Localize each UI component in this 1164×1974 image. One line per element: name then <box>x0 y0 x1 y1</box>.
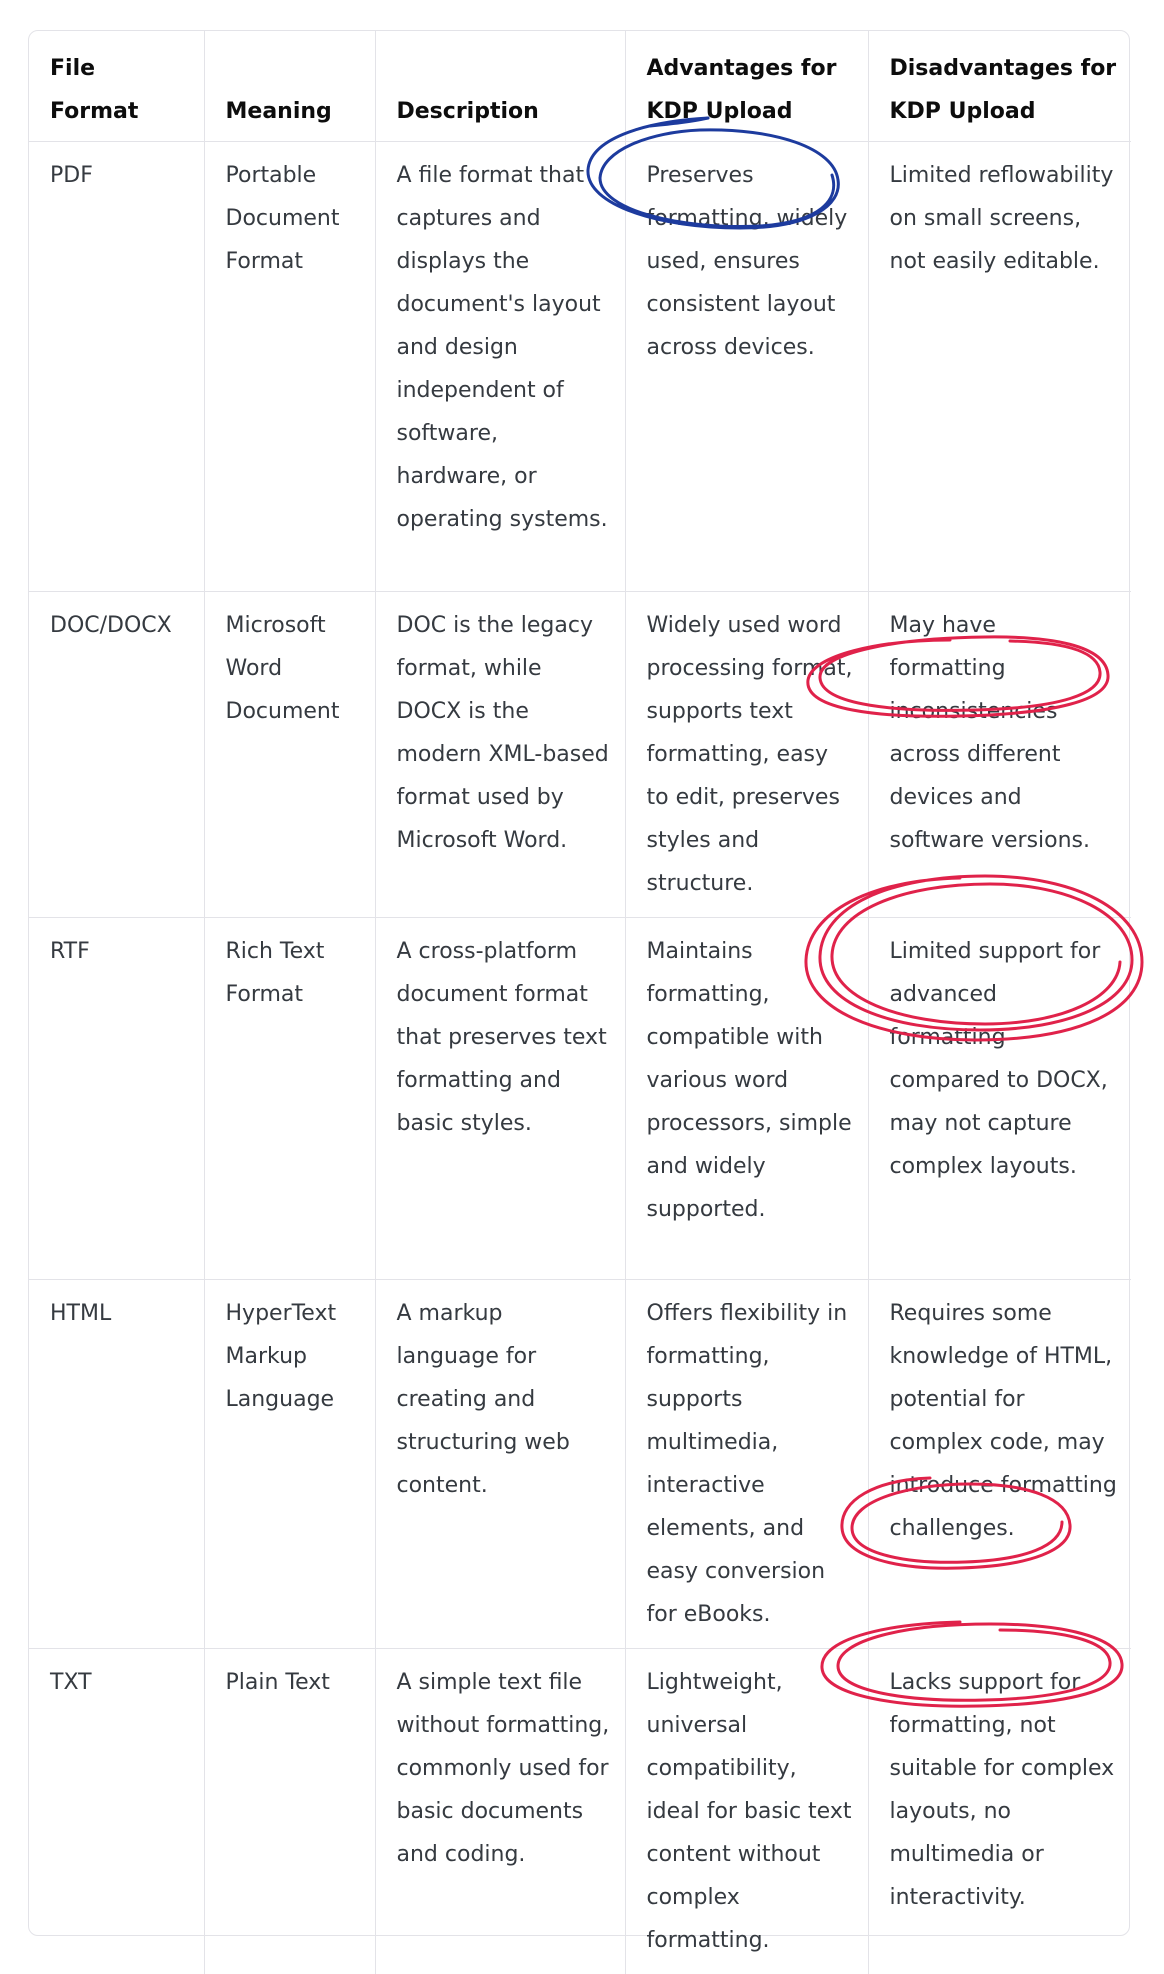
cell-disadvantages: Lacks support for formatting, not suitable for complex layouts, no multimedia or interactivity. <box>868 1649 1131 1974</box>
file-format-table <box>29 31 1131 1974</box>
cell-description: A cross-platform document format that preserves text formatting and basic styles. <box>375 918 625 1280</box>
cell-disadvantages: May have formatting inconsistencies across different devices and software versions. <box>868 592 1131 918</box>
cell-advantages: Offers flexibility in formatting, supports multimedia, interactive elements, and easy conversion for eBooks. <box>625 1280 868 1649</box>
cell-format: DOC/DOCX <box>29 592 204 918</box>
cell-meaning: Rich Text Format <box>204 918 375 1280</box>
cell-format: RTF <box>29 918 204 1280</box>
cell-description: A file format that captures and displays the document's layout and design independent of software, hardware, or operating systems. <box>375 142 625 592</box>
table-row-pdf <box>29 142 1131 592</box>
header-advantages: Advantages for KDP Upload <box>625 31 868 142</box>
cell-advantages: Lightweight, universal compatibility, ideal for basic text content without complex formatting. <box>625 1649 868 1974</box>
cell-description: DOC is the legacy format, while DOCX is the modern XML-based format used by Microsoft Word. <box>375 592 625 918</box>
file-format-table-container <box>28 30 1130 1936</box>
header-disadvantages: Disadvantages for KDP Upload <box>868 31 1131 142</box>
cell-disadvantages: Limited reflowability on small screens, not easily editable. <box>868 142 1131 592</box>
cell-advantages: Widely used word processing format, supports text formatting, easy to edit, preserves styles and structure. <box>625 592 868 918</box>
cell-advantages: Preserves formatting, widely used, ensures consistent layout across devices. <box>625 142 868 592</box>
cell-format: PDF <box>29 142 204 592</box>
cell-format: TXT <box>29 1649 204 1974</box>
cell-meaning: HyperText Markup Language <box>204 1280 375 1649</box>
table-row-html <box>29 1280 1131 1649</box>
header-row <box>29 31 1131 142</box>
header-meaning: Meaning <box>204 31 375 142</box>
table-row-rtf <box>29 918 1131 1280</box>
cell-meaning: Plain Text <box>204 1649 375 1974</box>
table-body <box>29 142 1131 1974</box>
cell-advantages: Maintains formatting, compatible with various word processors, simple and widely supported. <box>625 918 868 1280</box>
cell-disadvantages: Requires some knowledge of HTML, potential for complex code, may introduce formatting challenges. <box>868 1280 1131 1649</box>
header-file-format: File Format <box>29 31 204 142</box>
table-row-txt <box>29 1649 1131 1974</box>
table-row-doc-docx <box>29 592 1131 918</box>
cell-meaning: Portable Document Format <box>204 142 375 592</box>
cell-format: HTML <box>29 1280 204 1649</box>
table-header <box>29 31 1131 142</box>
cell-meaning: Microsoft Word Document <box>204 592 375 918</box>
cell-description: A simple text file without formatting, commonly used for basic documents and coding. <box>375 1649 625 1974</box>
cell-description: A markup language for creating and structuring web content. <box>375 1280 625 1649</box>
header-description: Description <box>375 31 625 142</box>
cell-disadvantages: Limited support for advanced formatting compared to DOCX, may not capture complex layouts. <box>868 918 1131 1280</box>
